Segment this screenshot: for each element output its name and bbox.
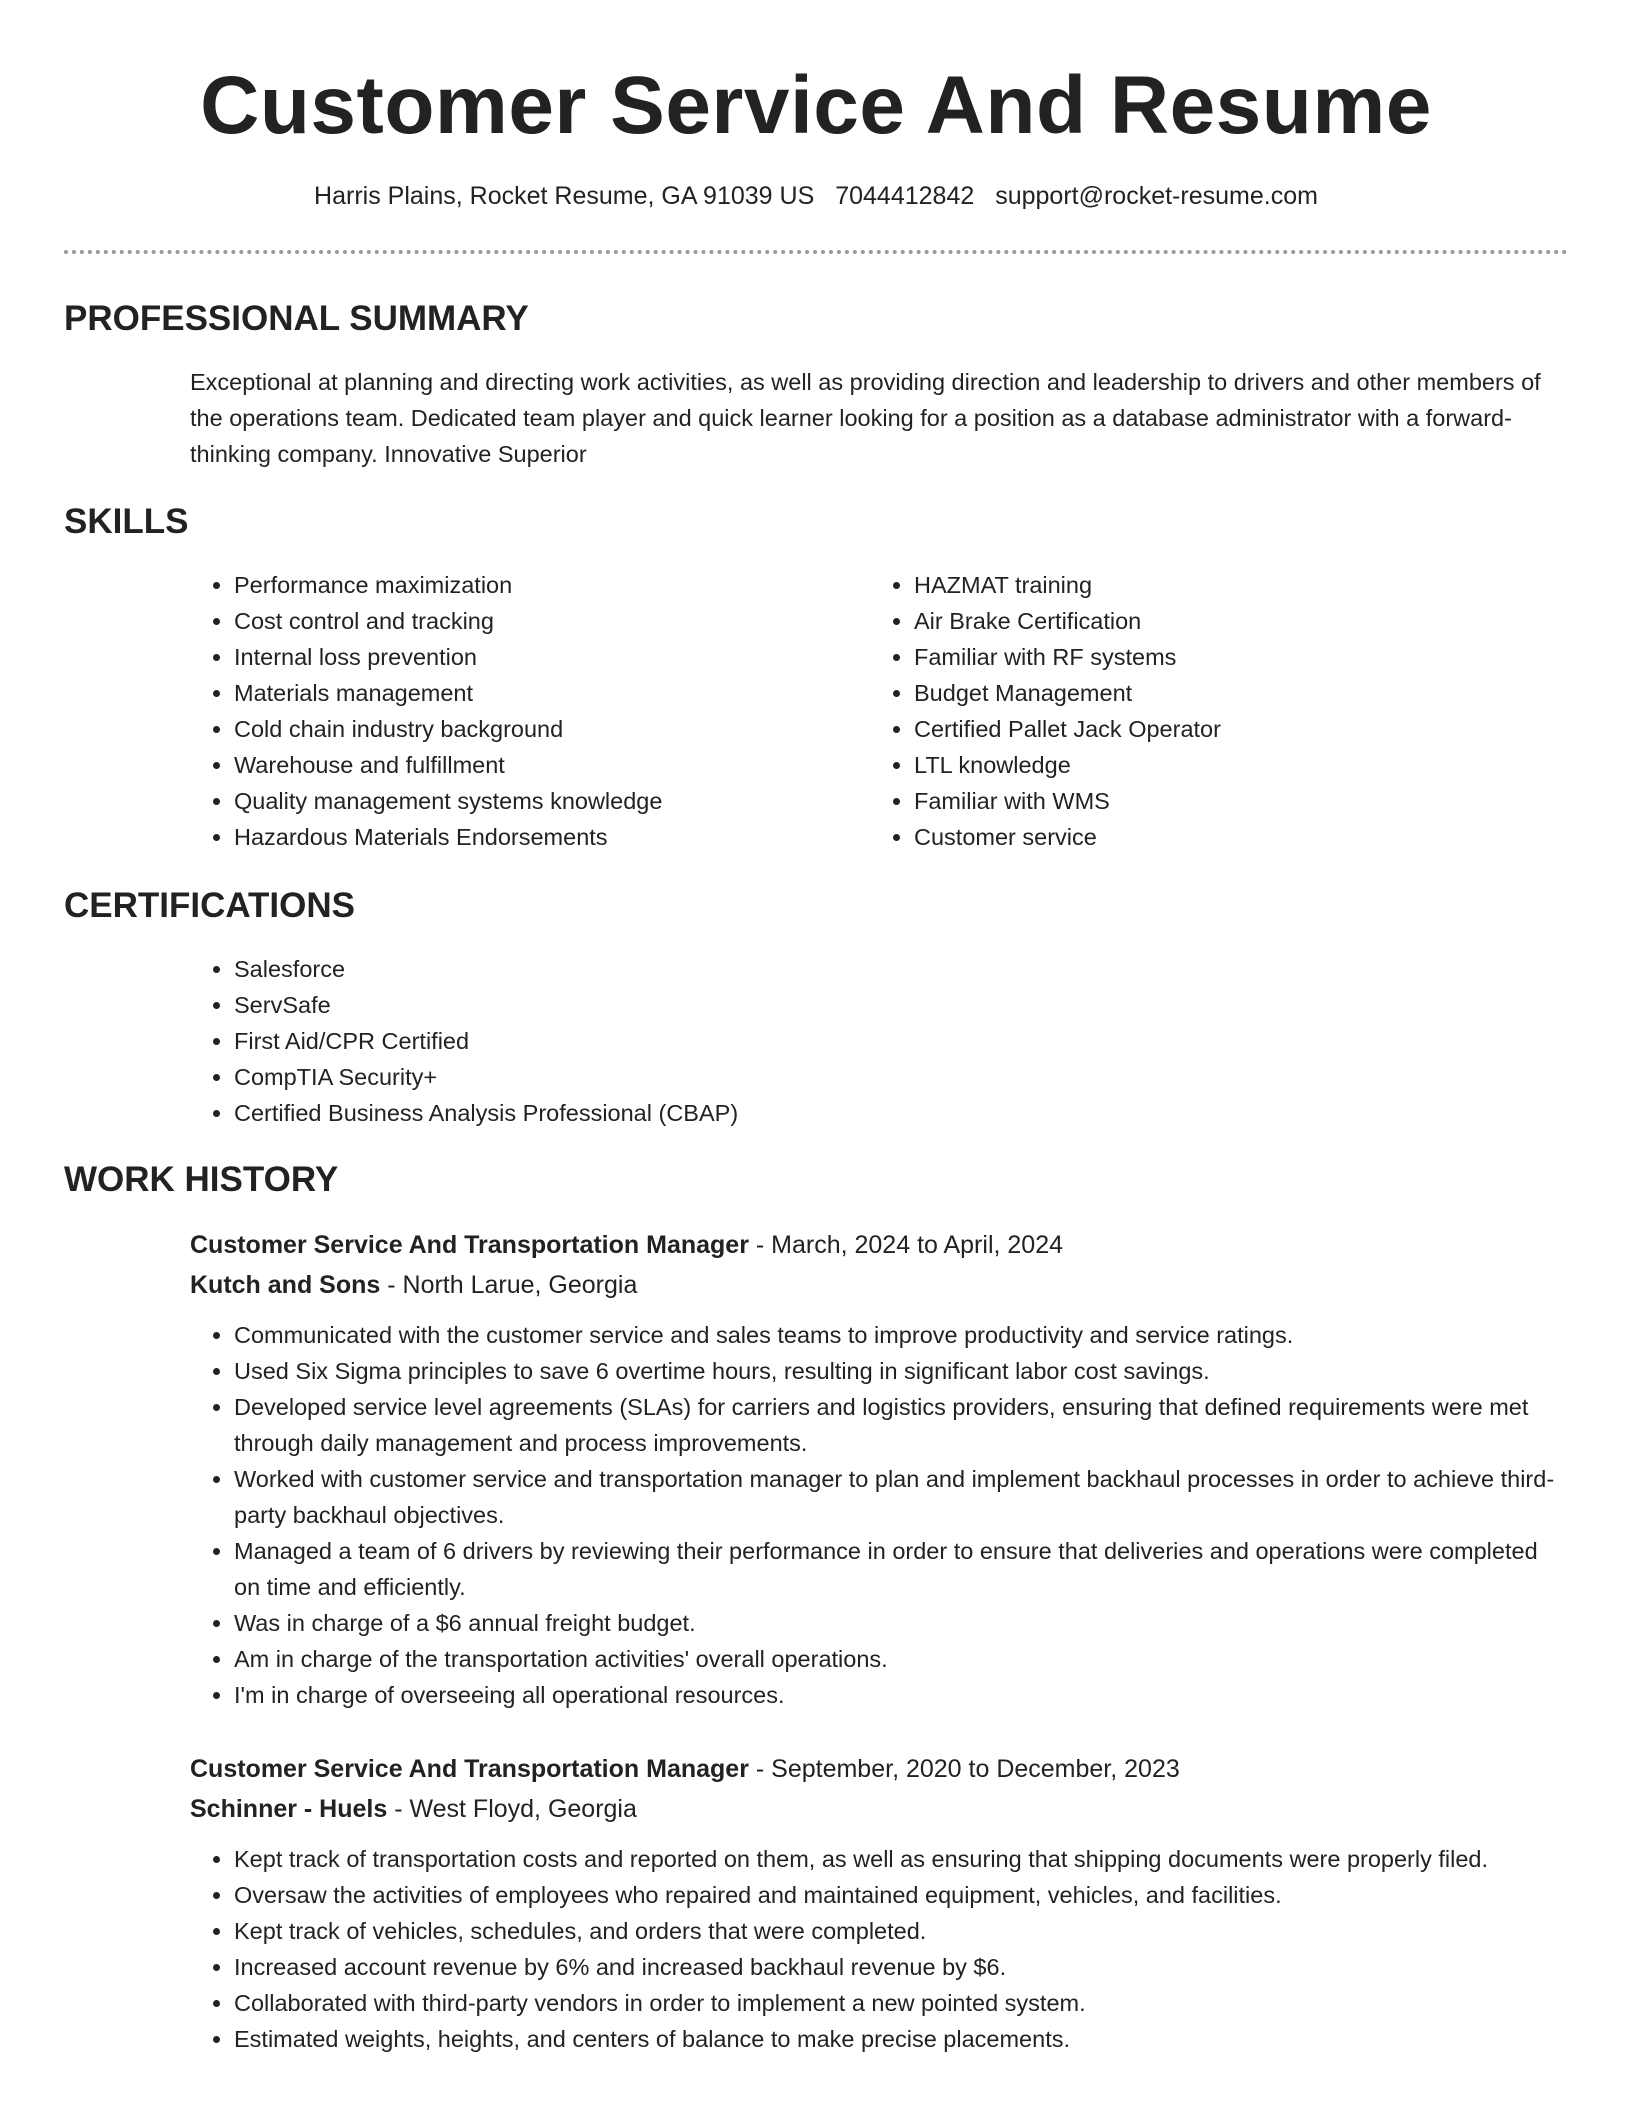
list-item: • Was in charge of a $6 annual freight budget. xyxy=(234,1605,1568,1641)
list-item: • ServSafe xyxy=(234,987,1568,1023)
list-item: • Used Six Sigma principles to save 6 overtime hours, resulting in significant labor cost savings. xyxy=(234,1353,1568,1389)
list-item: • Certified Business Analysis Professional (CBAP) xyxy=(234,1095,1568,1131)
contact-email: support@rocket-resume.com xyxy=(995,182,1318,210)
list-item: • HAZMAT training xyxy=(914,567,1510,603)
list-item: • Cost control and tracking xyxy=(234,603,830,639)
contact-phone: 7044412842 xyxy=(835,182,975,210)
list-item: • I'm in charge of overseeing all operational resources. xyxy=(234,1677,1568,1713)
resume-page xyxy=(64,0,1568,2052)
list-item: • Cold chain industry background xyxy=(234,711,830,747)
header-divider xyxy=(64,250,1568,254)
resume-name: Customer Service And Resume xyxy=(200,60,1432,151)
job-entry xyxy=(190,1225,1568,1713)
list-item: • Familiar with WMS xyxy=(914,783,1510,819)
contact-line xyxy=(64,180,1568,212)
job-bullets xyxy=(190,1841,1568,2057)
list-item: • Salesforce xyxy=(234,951,1568,987)
certifications-list xyxy=(190,951,1568,1131)
job-bullets xyxy=(190,1317,1568,1713)
list-item: • Worked with customer service and transportation manager to plan and implement backhaul processes in order to achieve third-party backhaul objectives. xyxy=(234,1461,1568,1533)
summary-block xyxy=(190,364,1568,472)
job-title-line xyxy=(190,1225,1568,1265)
certifications-heading: CERTIFICATIONS xyxy=(64,886,356,925)
list-item: • Internal loss prevention xyxy=(234,639,830,675)
list-item: • Materials management xyxy=(234,675,830,711)
list-item: • Kept track of transportation costs and reported on them, as well as ensuring that shipping documents were properly filed. xyxy=(234,1841,1568,1877)
job-title: Customer Service And Transportation Manager xyxy=(190,1231,749,1259)
list-item: • Developed service level agreements (SLAs) for carriers and logistics providers, ensuring that defined requirements were met through daily management and process improvements. xyxy=(234,1389,1568,1461)
list-item: • Performance maximization xyxy=(234,567,830,603)
job-company-line xyxy=(190,1789,1568,1829)
skills-list-left xyxy=(190,567,830,855)
skills-column-left xyxy=(190,567,830,855)
skills-heading: SKILLS xyxy=(64,502,189,541)
list-item: • Am in charge of the transportation activities' overall operations. xyxy=(234,1641,1568,1677)
list-item: • Customer service xyxy=(914,819,1510,855)
list-item: • LTL knowledge xyxy=(914,747,1510,783)
job-entry xyxy=(190,1749,1568,2057)
skills-list-right xyxy=(870,567,1510,855)
list-item: • Familiar with RF systems xyxy=(914,639,1510,675)
list-item: • Kept track of vehicles, schedules, and orders that were completed. xyxy=(234,1913,1568,1949)
list-item: • Communicated with the customer service and sales teams to improve productivity and service ratings. xyxy=(234,1317,1568,1353)
list-item: • Hazardous Materials Endorsements xyxy=(234,819,830,855)
summary-heading: PROFESSIONAL SUMMARY xyxy=(64,299,529,338)
job-title: Customer Service And Transportation Manager xyxy=(190,1755,749,1783)
list-item: • Collaborated with third-party vendors in order to implement a new pointed system. xyxy=(234,1985,1568,2021)
list-item: • Certified Pallet Jack Operator xyxy=(914,711,1510,747)
list-item: • Warehouse and fulfillment xyxy=(234,747,830,783)
list-item: • Estimated weights, heights, and centers of balance to make precise placements. xyxy=(234,2021,1568,2057)
job-dates: - September, 2020 to December, 2023 xyxy=(748,1755,1180,1783)
job-dates: - March, 2024 to April, 2024 xyxy=(748,1231,1063,1259)
job-company: Schinner - Huels xyxy=(190,1795,388,1823)
list-item: • Quality management systems knowledge xyxy=(234,783,830,819)
job-title-line xyxy=(190,1749,1568,1789)
list-item: • Air Brake Certification xyxy=(914,603,1510,639)
job-company-line xyxy=(190,1265,1568,1305)
work-history-heading: WORK HISTORY xyxy=(64,1160,339,1199)
list-item: • Managed a team of 6 drivers by reviewing their performance in order to ensure that deliveries and operations were completed on time and efficiently. xyxy=(234,1533,1568,1605)
list-item: • First Aid/CPR Certified xyxy=(234,1023,1568,1059)
job-location: - North Larue, Georgia xyxy=(380,1271,638,1299)
list-item: • Budget Management xyxy=(914,675,1510,711)
list-item: • CompTIA Security+ xyxy=(234,1059,1568,1095)
list-item: • Oversaw the activities of employees who repaired and maintained equipment, vehicles, and facilities. xyxy=(234,1877,1568,1913)
job-location: - West Floyd, Georgia xyxy=(387,1795,637,1823)
skills-column-right xyxy=(870,567,1510,855)
list-item: • Increased account revenue by 6% and increased backhaul revenue by $6. xyxy=(234,1949,1568,1985)
job-company: Kutch and Sons xyxy=(190,1271,381,1299)
contact-address: Harris Plains, Rocket Resume, GA 91039 US xyxy=(314,182,815,210)
summary-text: Exceptional at planning and directing work activities, as well as providing direction and leadership to drivers and other members of the operations team. Dedicated team player and quick learner looking for a position as a database administrator with a forward-thinking company. Innovative Superior xyxy=(190,369,1541,467)
certifications-block xyxy=(190,951,1568,1131)
